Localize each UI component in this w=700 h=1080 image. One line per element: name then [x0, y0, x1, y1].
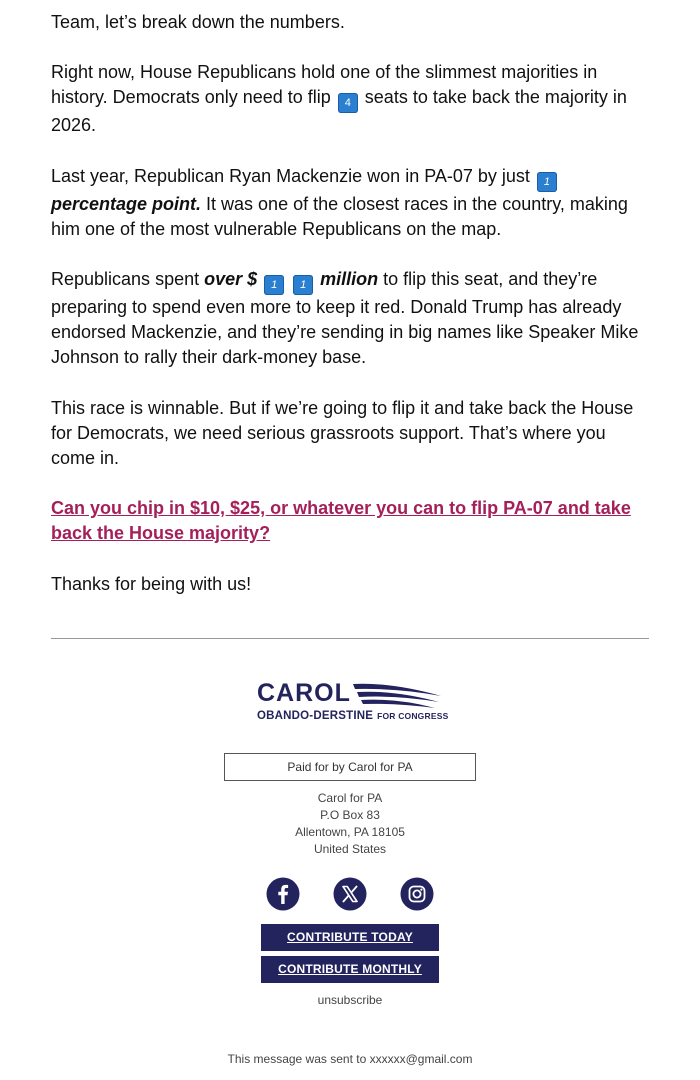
instagram-icon[interactable] [400, 877, 434, 911]
keycap-one-emoji: 1 [293, 275, 313, 295]
unsubscribe-link[interactable]: unsubscribe [317, 993, 383, 1007]
logo-surname: OBANDO-DERSTINE [257, 710, 374, 722]
message-content [51, 10, 651, 622]
x-icon[interactable] [333, 877, 367, 911]
keycap-four-emoji: 4 [338, 93, 358, 113]
logo-for-congress: FOR CONGRESS [377, 711, 449, 721]
address-line: United States [313, 842, 387, 856]
paragraph-pa07: Last year, Republican Ryan Mackenzie won in PA-07 by just 1 percentage point. It was one of the closest races in the country, making him one of the most vulnerable Republicans on the map. [51, 165, 628, 239]
keycap-one-emoji: 1 [264, 275, 284, 295]
sent-to-notice: This message was sent to xxxxxx@gmail.com [227, 1052, 473, 1066]
mailing-address [200, 790, 500, 858]
paragraph-spending: Republicans spent over $ 1 1 million to flip this seat, and they’re preparing to spend even more to keep it red. Donald Trump has already endorsed Mackenzie, and they’re sending in big names like Speaker Mike Johnson to rally their dark-money base. [51, 269, 639, 368]
divider [51, 638, 649, 639]
logo-name: CAROL [257, 679, 351, 707]
paid-for-by-box: Paid for by Carol for PA [224, 753, 476, 781]
paragraph-winnable: This race is winnable. But if we’re going to flip it and take back the House for Democrats, we need serious grassroots support. That’s where you come in. [51, 397, 634, 469]
contribute-today-button[interactable]: CONTRIBUTE TODAY [261, 924, 439, 951]
address-line: P.O Box 83 [320, 808, 380, 822]
address-line: Carol for PA [317, 791, 383, 805]
keycap-one-emoji: 1 [537, 172, 557, 192]
donate-link[interactable]: Can you chip in $10, $25, or whatever you can to flip PA-07 and take back the House majority? [51, 498, 631, 544]
campaign-logo[interactable] [255, 680, 450, 724]
contribute-monthly-button[interactable]: CONTRIBUTE MONTHLY [261, 956, 439, 983]
greeting: Team, let’s break down the numbers. [51, 12, 345, 32]
closing: Thanks for being with us! [51, 573, 252, 594]
address-line: Allentown, PA 18105 [295, 825, 405, 839]
paragraph-majority: Right now, House Republicans hold one of the slimmest majorities in history. Democrats only need to flip 4 seats to take back the majority in 2026. [51, 62, 627, 136]
facebook-icon[interactable] [266, 877, 300, 911]
donate-paragraph [51, 496, 651, 546]
flag-stripes-icon [351, 682, 445, 708]
